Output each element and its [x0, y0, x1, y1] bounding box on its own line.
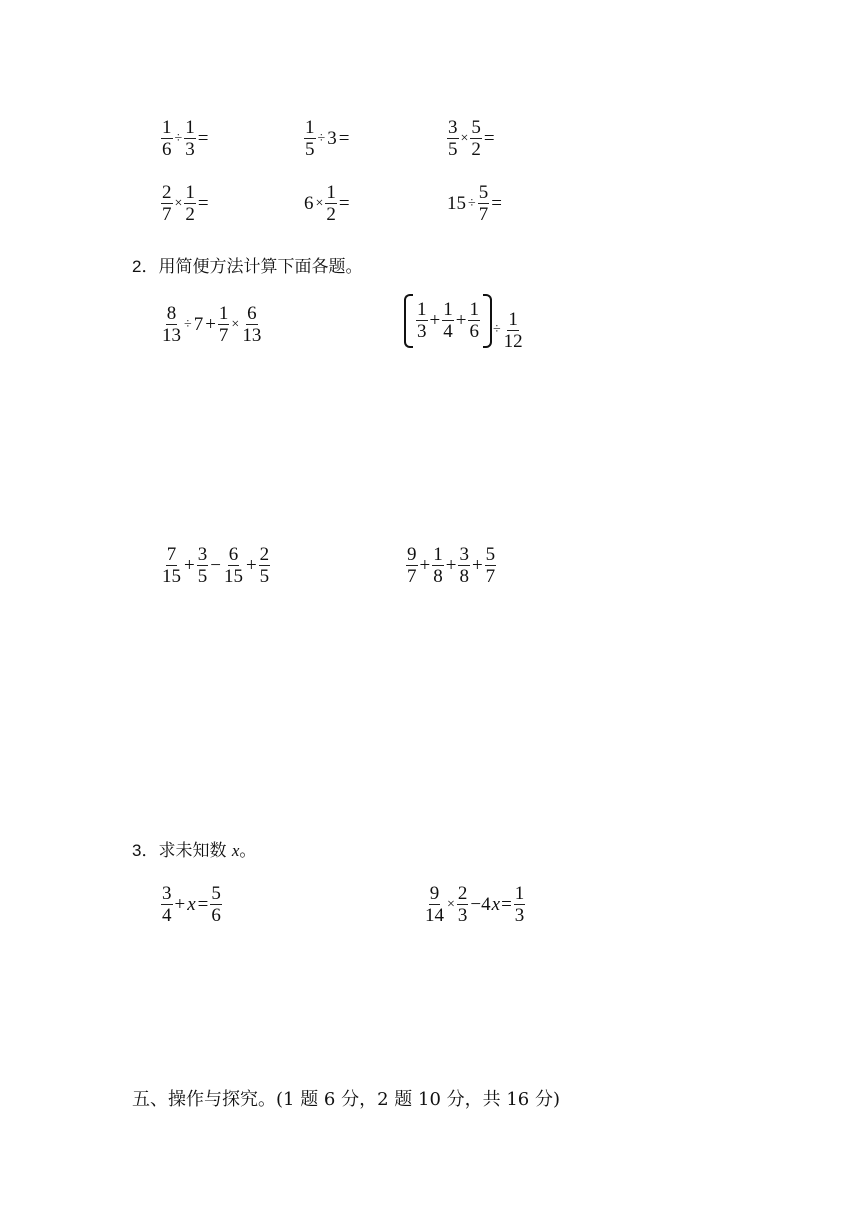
- fraction: $\frac{3}{4}$: [162, 883, 172, 926]
- equals-sign: =: [197, 894, 209, 915]
- operator: ×: [460, 130, 469, 146]
- equation-1: [160, 884, 223, 925]
- operator: +: [245, 555, 257, 576]
- operator: ÷: [492, 321, 501, 337]
- fraction: $\frac{2}{7}$: [162, 182, 172, 225]
- equals-sign: =: [197, 193, 209, 214]
- fraction: $\frac{6}{13}$: [242, 303, 262, 346]
- operator: +: [471, 555, 483, 576]
- operator: ÷: [174, 130, 183, 146]
- calc-item-2: [303, 118, 350, 159]
- equals-sign: =: [491, 193, 502, 214]
- operator: ÷: [317, 130, 326, 146]
- equals-sign: =: [197, 128, 209, 149]
- simplify-problem-3: [160, 545, 271, 586]
- calc-item-4: [160, 183, 210, 224]
- fraction: $\frac{1}{4}$: [443, 299, 453, 342]
- operator: +: [445, 555, 457, 576]
- operator: ×: [174, 195, 183, 211]
- calc-item-6: [446, 183, 503, 224]
- fraction: $\frac{5}{7}$: [485, 544, 496, 587]
- number: 6: [304, 193, 314, 214]
- section-5-heading: 五、操作与探究。(1 题 6 分，2 题 10 分，共 16 分): [132, 1089, 560, 1110]
- fraction: $\frac{5}{6}$: [211, 883, 221, 926]
- operator: +: [419, 555, 431, 576]
- operator: ×: [447, 896, 455, 912]
- calc-item-5: [303, 183, 351, 224]
- fraction: $\frac{1}{8}$: [433, 544, 443, 587]
- fraction: $\frac{1}{5}$: [305, 117, 315, 160]
- operator: +: [174, 894, 186, 915]
- fraction: $\frac{9}{7}$: [407, 544, 417, 587]
- left-bracket: [404, 294, 413, 348]
- fraction: $\frac{1}{2}$: [326, 182, 336, 225]
- variable-x: x: [231, 841, 240, 860]
- number: 3: [327, 128, 337, 149]
- operator: ×: [231, 316, 240, 332]
- simplify-problem-2: [404, 290, 525, 351]
- fraction: $\frac{3}{5}$: [448, 117, 458, 160]
- fraction: $\frac{2}{3}$: [457, 883, 468, 926]
- number: 15: [447, 193, 466, 214]
- simplify-problem-4: [405, 545, 497, 586]
- fraction: $\frac{1}{6}$: [162, 117, 172, 160]
- fraction: $\frac{9}{14}$: [425, 883, 444, 926]
- operator: −: [210, 555, 221, 576]
- fraction: $\frac{1}{7}$: [218, 303, 229, 346]
- calc-item-3: [446, 118, 496, 159]
- section-number: 2: [132, 257, 142, 276]
- fraction: $\frac{1}{6}$: [469, 299, 479, 342]
- fraction: $\frac{3}{8}$: [459, 544, 469, 587]
- simplify-problem-1: [160, 304, 263, 345]
- section-3-heading: [132, 836, 256, 861]
- operator: +: [184, 555, 195, 576]
- equals-sign: =: [501, 894, 512, 915]
- equals-sign: =: [338, 193, 350, 214]
- fraction: $\frac{2}{5}$: [259, 544, 270, 587]
- fraction: $\frac{1}{3}$: [185, 117, 195, 160]
- section-2-heading: [132, 252, 362, 277]
- equals-sign: =: [338, 128, 350, 149]
- fraction: $\frac{7}{15}$: [162, 544, 181, 587]
- operator: ÷: [468, 195, 476, 211]
- fraction: $\frac{1}{2}$: [185, 182, 195, 225]
- fraction: $\frac{1}{3}$: [417, 299, 427, 342]
- fraction: $\frac{1}{3}$: [514, 883, 525, 926]
- fraction: $\frac{8}{13}$: [162, 303, 181, 346]
- fraction: $\frac{1}{12}$: [503, 309, 523, 352]
- fraction: $\frac{6}{15}$: [223, 544, 243, 587]
- operator: −4: [470, 894, 491, 915]
- calc-item-1: [160, 118, 209, 159]
- section-title: ．用简便方法计算下面各题。: [141, 257, 363, 277]
- equals-sign: =: [483, 128, 495, 149]
- section-number: 3: [132, 841, 142, 860]
- operator: +: [455, 310, 467, 331]
- fraction: $\frac{5}{7}$: [478, 182, 489, 225]
- fraction: $\frac{3}{5}$: [197, 544, 208, 587]
- equation-2: [423, 884, 526, 925]
- section-title-end: 。: [239, 841, 257, 861]
- variable-x: x: [187, 894, 196, 915]
- number: 7: [193, 314, 204, 335]
- fraction: $\frac{5}{2}$: [471, 117, 481, 160]
- operator: ÷: [184, 316, 192, 332]
- operator: +: [205, 314, 216, 335]
- section-title: ．求未知数: [141, 841, 232, 861]
- operator: ×: [315, 195, 324, 211]
- operator: +: [429, 310, 441, 331]
- right-bracket: [483, 294, 492, 348]
- variable-x: x: [491, 894, 501, 915]
